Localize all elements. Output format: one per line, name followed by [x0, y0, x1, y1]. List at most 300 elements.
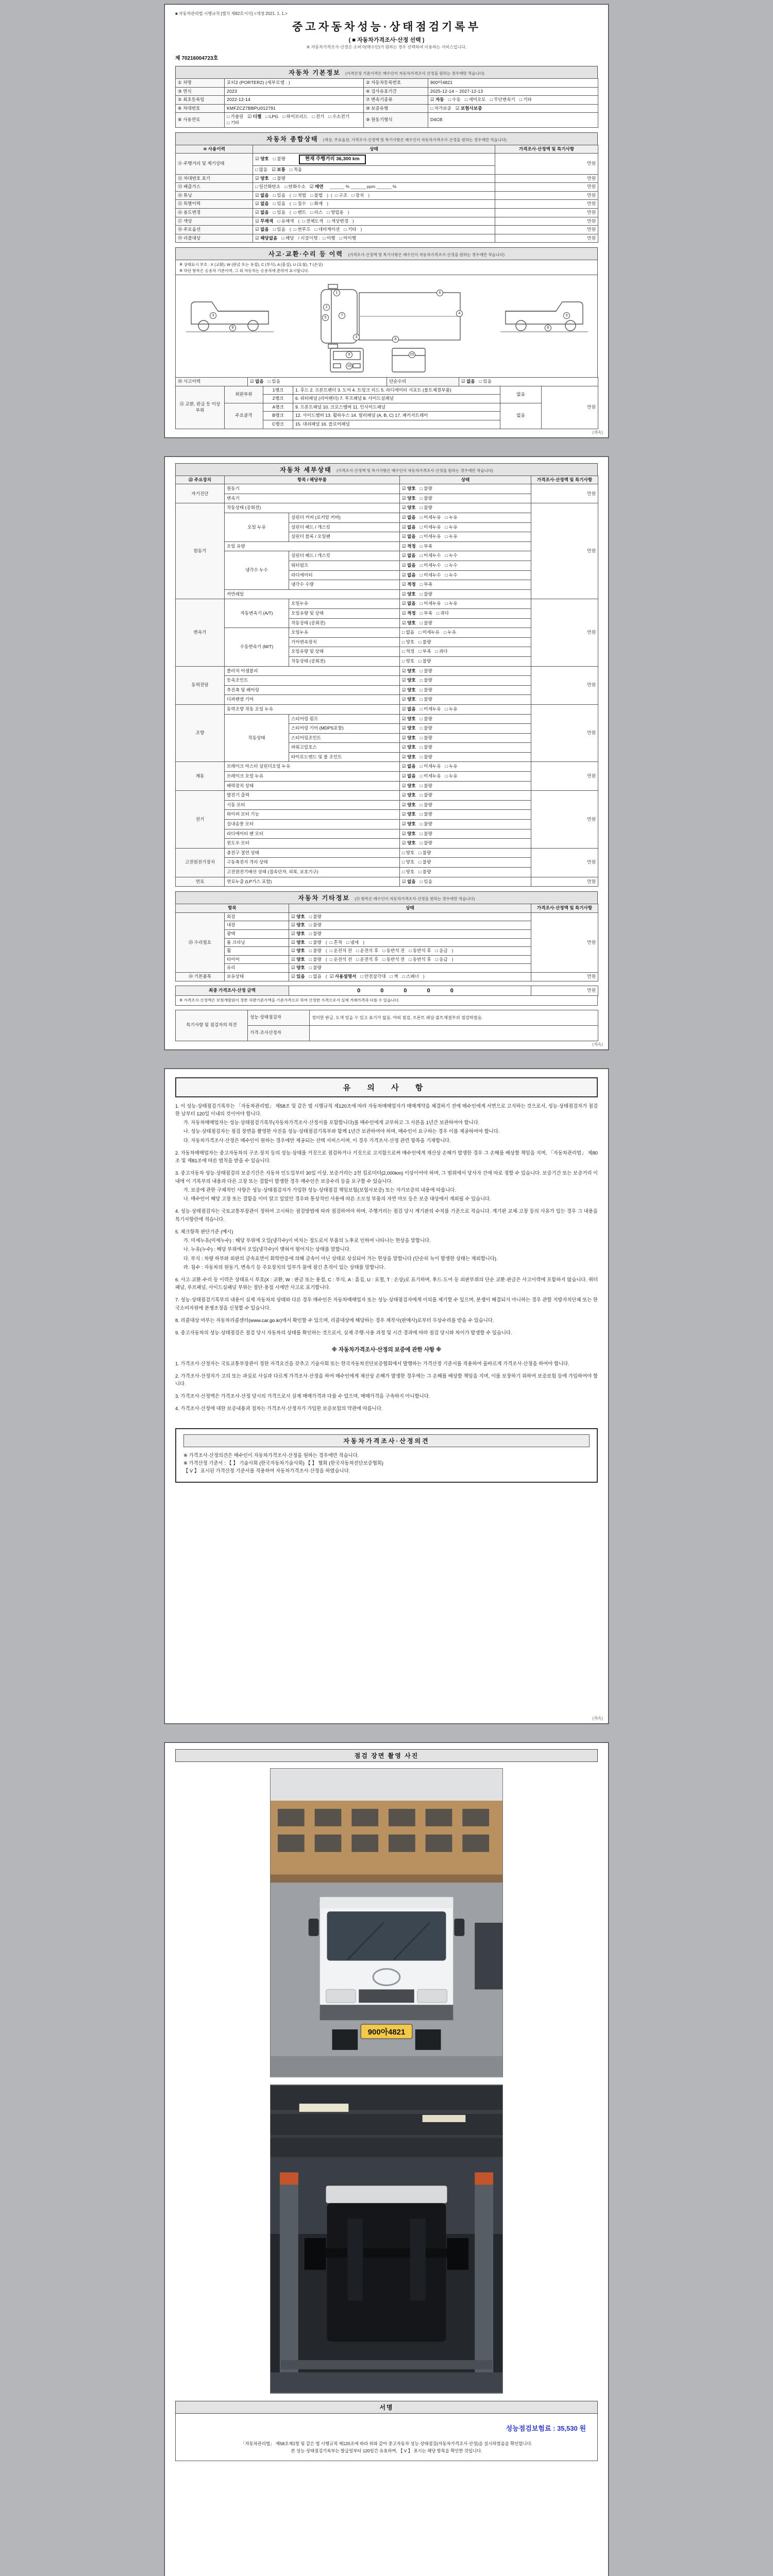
inline-label: )	[423, 973, 425, 979]
cell: 9. 프론트패널 10. 크로스멤버 11. 인사이드패널	[293, 403, 500, 412]
checkbox-unchecked[interactable]: □ 기타	[519, 97, 532, 103]
table-row	[176, 226, 598, 234]
checkbox-unchecked[interactable]: □ 불량	[419, 725, 432, 731]
checkbox-unchecked[interactable]: □ 불량	[419, 495, 432, 501]
page-3	[164, 1069, 609, 1724]
vehicle-outline-drawing	[176, 275, 598, 378]
checkbox-unchecked[interactable]: □ 불량	[419, 831, 432, 836]
checkbox-unchecked[interactable]: □ 전체도색	[302, 218, 324, 224]
cell: 스티어링조인트	[289, 733, 400, 743]
checkbox-unchecked[interactable]: □ 세미오토	[464, 97, 486, 103]
status-cell	[400, 877, 531, 887]
checkbox-unchecked[interactable]: □ 응급	[435, 956, 448, 962]
text-line: 【 V 】 표시된 가격산정 기준서를 적용하여 자동차가격조사·산정을 하였습니다.	[183, 1468, 350, 1474]
checkbox-unchecked[interactable]: □ 미세누수	[419, 572, 441, 578]
checkbox-unchecked[interactable]: □ 부족	[418, 649, 431, 654]
checkbox-checked[interactable]: ☑ 보통	[272, 166, 285, 172]
checkbox-checked[interactable]: ☑ 양호	[255, 156, 269, 162]
checkbox-unchecked[interactable]: □ 리스	[310, 209, 323, 215]
cell: 구동축전지 격리 상태	[225, 858, 400, 868]
checkbox-unchecked[interactable]: □ 불량	[309, 956, 322, 962]
status-cell	[400, 666, 531, 676]
checkbox-unchecked[interactable]: □ 불량	[419, 802, 432, 807]
checkbox-unchecked[interactable]: □ 동반석 전	[382, 948, 405, 954]
checkbox-checked[interactable]: ☑ 양호	[402, 486, 416, 492]
table-row	[176, 113, 598, 127]
checkbox-unchecked[interactable]: □ 미세누유	[419, 773, 441, 779]
checkbox-unchecked[interactable]: □ 스패너	[402, 973, 419, 979]
checkbox-unchecked[interactable]: □ 불량	[309, 948, 322, 954]
table-row	[176, 503, 598, 513]
checkbox-unchecked[interactable]: □ 불량	[418, 639, 431, 645]
checkbox-checked[interactable]: ☑ 양호	[402, 754, 416, 759]
checkbox-unchecked[interactable]: □ 안전삼각대	[360, 973, 386, 979]
checkbox-checked[interactable]: ☑ 없음	[402, 515, 416, 520]
checkbox-unchecked[interactable]: □ 잭	[390, 973, 398, 979]
status-cell	[253, 217, 495, 226]
checkbox-unchecked[interactable]: □ 과다	[436, 610, 449, 616]
page-1	[164, 4, 609, 438]
checkbox-unchecked[interactable]: □ 기타	[344, 227, 357, 232]
status-cell	[400, 494, 531, 503]
checkbox-checked[interactable]: ☑ 양호	[291, 939, 305, 945]
checkbox-unchecked[interactable]: □ 누유	[445, 706, 458, 711]
checkbox-checked[interactable]: ☑ 없음	[255, 209, 269, 215]
part-number-badge: 8	[545, 325, 551, 331]
cell: 실린더 커버 (로커암 커버)	[289, 513, 400, 523]
checkbox-unchecked[interactable]: □ 적음	[289, 166, 303, 172]
cell: 브레이크 마스터 실린더오일 누유	[225, 762, 400, 772]
checkbox-unchecked[interactable]: □ 불법	[310, 192, 323, 198]
checkbox-unchecked[interactable]: □ 누유	[445, 524, 458, 530]
status-cell	[400, 484, 531, 494]
checkbox-unchecked[interactable]: □ 불량	[419, 687, 432, 692]
status-cell	[400, 733, 531, 743]
cell: ⑰ 색상	[176, 217, 253, 226]
checkbox-checked[interactable]: ☑ 없음	[402, 553, 416, 558]
cell: 1. 후드 2. 프론트펜더 3. 도어 4. 트렁크 리드 5. 라디에이터 서포트 (볼트체결부품)	[293, 386, 500, 395]
status-cell	[400, 676, 531, 686]
checkbox-checked[interactable]: ☑ 양호	[402, 505, 416, 511]
checkbox-unchecked[interactable]: □ 있음	[273, 209, 285, 215]
checkbox-unchecked[interactable]: □ 미세누유	[419, 534, 441, 539]
checkbox-unchecked[interactable]: □ 색상변경	[327, 218, 348, 224]
checkbox-unchecked[interactable]: □ 이행	[323, 235, 335, 241]
cell: 클러치 어셈블리	[225, 666, 400, 676]
table-row	[176, 877, 598, 887]
checkbox-unchecked[interactable]: □ 누유	[445, 601, 458, 606]
checkbox-checked[interactable]: ☑ 자동	[430, 97, 444, 103]
checkbox-checked[interactable]: ☑ 없음	[402, 572, 416, 578]
checkbox-checked[interactable]: ☑ 없음	[250, 379, 264, 384]
table-row	[176, 96, 598, 105]
checkbox-unchecked[interactable]: □ 일산화탄소	[255, 184, 281, 190]
checkbox-unchecked[interactable]: □ 양호	[402, 869, 415, 874]
table-row	[176, 704, 598, 714]
section-overall-note: (색상, 주요옵션, 가격조사·산정액 및 특기사항은 매수인이 자동차가격조사·산정을 원하는 경우에만 적습니다)	[323, 137, 507, 142]
checkbox-unchecked[interactable]: □ 운전석 전	[329, 948, 352, 954]
checkbox-unchecked[interactable]: □ 불량	[273, 156, 285, 162]
cell: ⑦ 변속기종류	[364, 96, 428, 105]
checkbox-unchecked[interactable]: □ 불량	[309, 939, 322, 945]
text-line: 나. 누유(누수) : 해당 부위에서 오일(냉각수)이 맺혀서 떨어지는 상태를 말합니다.	[183, 1246, 351, 1252]
checkbox-checked[interactable]: ☑ 보험사보증	[455, 105, 482, 111]
checkbox-unchecked[interactable]: □ 양호	[402, 859, 415, 865]
cell: 만원	[531, 791, 598, 849]
checkbox-checked[interactable]: ☑ 없음	[402, 601, 416, 606]
checkbox-unchecked[interactable]: □ 누유	[445, 534, 458, 539]
status-cell	[400, 810, 531, 820]
cell: 고전원전기배선 상태 (접속단자, 피복, 보호기구)	[225, 868, 400, 877]
checkbox-unchecked[interactable]: □ LPG	[265, 114, 278, 120]
checkbox-unchecked[interactable]: □ 누수	[445, 553, 458, 558]
inspection-photos	[175, 1768, 598, 2394]
checkbox-checked[interactable]: ☑ 없음	[255, 201, 269, 207]
checkbox-unchecked[interactable]: □ 동반석 전	[382, 956, 405, 962]
subtitle-note: ※ 자동차가격조사·산정은 소비자(매수인)가 원하는 경우 선택하여 이용하는 서비스입니다.	[306, 45, 467, 49]
status-cell	[400, 618, 531, 628]
column-header: 상태	[400, 476, 531, 484]
checkbox-unchecked[interactable]: □ 과다	[435, 649, 448, 654]
cell: 동력조향 작동 오일 누유	[225, 704, 400, 714]
checkbox-checked[interactable]: ☑ 양호	[402, 725, 416, 731]
document-number: 제 70216004723호	[175, 56, 219, 61]
checkbox-unchecked[interactable]: □ 불량	[309, 965, 322, 971]
checkbox-unchecked[interactable]: □ 무단변속기	[490, 97, 515, 103]
status-cell	[289, 947, 531, 956]
checkbox-unchecked[interactable]: □ 누유	[445, 764, 458, 769]
checkbox-unchecked[interactable]: □ 불량	[418, 658, 431, 664]
checkbox-checked[interactable]: ☑ 양호	[402, 495, 416, 501]
checkbox-unchecked[interactable]: □ 썬루프	[293, 227, 311, 232]
checkbox-checked[interactable]: ☑ 양호	[291, 965, 305, 971]
inline-label: )	[327, 201, 329, 207]
checkbox-unchecked[interactable]: □ 누유	[445, 773, 458, 779]
checkbox-unchecked[interactable]: □ 미세누유	[419, 706, 441, 711]
checkbox-unchecked[interactable]: □ 자가보증	[430, 105, 451, 111]
checkbox-checked[interactable]: ☑ 없음	[402, 878, 416, 884]
checkbox-checked[interactable]: ☑ 해당없음	[255, 235, 278, 241]
status-cell	[400, 829, 531, 839]
text-line: ※ 가격산정 기준서 : 【 】 기술사회 (한국자동차기술사회) 【 】 협회 (한국자동차진단보증협회)	[183, 1460, 383, 1466]
checkbox-checked[interactable]: ☑ 양호	[402, 735, 416, 740]
checkbox-checked[interactable]: ☑ 양호	[402, 783, 416, 788]
checkbox-unchecked[interactable]: □ 유채색	[277, 218, 294, 224]
text-line: 4. 가격조사·산정에 대한 보증내용과 절차는 가격조사·산정자가 가입한 보증보험의 약관에 따릅니다.	[175, 1405, 383, 1412]
checkbox-checked[interactable]: ☑ 양호	[402, 831, 416, 836]
table-row	[176, 200, 598, 209]
checkbox-unchecked[interactable]: □ 불량	[418, 869, 431, 874]
checkbox-checked[interactable]: ☑ 없음	[402, 524, 416, 530]
table-row	[176, 145, 598, 154]
checkbox-checked[interactable]: ☑ 양호	[402, 792, 416, 798]
checkbox-unchecked[interactable]: □ 누수	[445, 572, 458, 578]
cell: 작동상태 (공회전)	[289, 656, 400, 666]
cell: 실린더 헤드 / 개스킷	[289, 551, 400, 561]
cell: 6. 쿼터패널 (리어펜더) 7. 루프패널 8. 사이드실패널	[293, 395, 500, 403]
checkbox-checked[interactable]: ☑ 없음	[255, 227, 269, 232]
checkbox-unchecked[interactable]: □ 부족	[419, 582, 432, 587]
checkbox-unchecked[interactable]: □ 불량	[273, 175, 285, 181]
table-row	[176, 791, 598, 801]
checkbox-checked[interactable]: ☑ 적정	[402, 610, 416, 616]
checkbox-checked[interactable]: ☑ 없음	[402, 764, 416, 769]
document-subtitle: ( ■ 자동차가격조사·산정 선택 )	[348, 37, 425, 43]
cell	[310, 1025, 598, 1041]
checkbox-unchecked[interactable]: □ 미세누유	[419, 524, 441, 530]
checkbox-checked[interactable]: ☑ 양호	[402, 811, 416, 817]
cell: 경미한 판금, 도색 있을 수 있고 표기가 없음. 야외 점검, 프론트 패널·볼트체결부위 점검하였음.	[310, 1010, 598, 1025]
cell: ② 자동차등록번호	[364, 79, 428, 88]
checkbox-unchecked[interactable]: □ 있음	[267, 379, 280, 384]
checkbox-unchecked[interactable]: □ 전기	[312, 114, 325, 120]
cell: 변속기	[176, 599, 225, 666]
checkbox-checked[interactable]: ☑ 디젤	[247, 114, 262, 120]
cell: D4CB	[428, 113, 598, 127]
checkbox-unchecked[interactable]: □ 부족	[419, 543, 432, 549]
checkbox-unchecked[interactable]: □ 장치	[351, 192, 364, 198]
checkbox-checked[interactable]: ☑ 적정	[402, 543, 416, 549]
basic-info-table	[175, 78, 598, 128]
inline-label: )	[327, 192, 329, 198]
checkbox-unchecked[interactable]: □ 해당	[281, 235, 294, 241]
checkbox-checked[interactable]: ☑ 양호	[402, 620, 416, 625]
checkbox-unchecked[interactable]: □ 탄화수소	[284, 184, 306, 190]
checkbox-unchecked[interactable]: □ 불량	[419, 620, 432, 625]
inline-label: )	[363, 939, 365, 945]
cell: 만원	[531, 666, 598, 704]
status-cell	[400, 848, 531, 858]
part-number-badge: 3	[353, 334, 360, 341]
checkbox-unchecked[interactable]: □ 네비게이션	[314, 227, 340, 232]
checkbox-unchecked[interactable]: □ 불량	[309, 922, 322, 928]
page-2	[164, 456, 609, 1050]
status-cell	[253, 191, 495, 200]
status-cell	[400, 561, 531, 571]
checkbox-unchecked[interactable]: □ 화재	[310, 201, 323, 207]
table-row	[176, 912, 598, 921]
checkbox-unchecked[interactable]: □ 불량	[418, 859, 431, 865]
cell: 원동기	[176, 503, 225, 599]
checkbox-unchecked[interactable]: □ 불량	[419, 783, 432, 788]
status-cell	[289, 938, 531, 947]
checkbox-unchecked[interactable]: □ 불량	[419, 821, 432, 827]
checkbox-unchecked[interactable]: □ 불량	[419, 677, 432, 683]
checkbox-unchecked[interactable]: □ 불량	[419, 591, 432, 597]
checkbox-unchecked[interactable]: □ 미세누유	[419, 601, 441, 606]
checkbox-unchecked[interactable]: □ 양호	[402, 850, 415, 855]
checkbox-checked[interactable]: ☑ 양호	[402, 840, 416, 846]
checkbox-unchecked[interactable]: □ 동반석 후	[409, 956, 431, 962]
checkbox-unchecked[interactable]: □ 미세누수	[419, 553, 441, 558]
cell: 휠	[225, 947, 289, 956]
table-row	[176, 904, 598, 913]
price-opinion-box	[175, 1428, 598, 1483]
cell: 커먼레일	[225, 589, 400, 599]
checkbox-checked[interactable]: ☑ 양호	[402, 716, 416, 721]
checkbox-unchecked[interactable]: □ 있음	[419, 878, 432, 884]
inline-label: (	[325, 939, 327, 945]
checkbox-unchecked[interactable]: □ 미세누수	[419, 563, 441, 568]
checkbox-unchecked[interactable]: □ 누유	[444, 630, 457, 635]
checkbox-unchecked[interactable]: □ 불량	[309, 930, 322, 936]
checkbox-unchecked[interactable]: □ 운전석 후	[356, 948, 379, 954]
text-line: 7. 성능·상태점검기록부의 내용이 실제 자동차의 상태와 다른 경우 매수인은 자동차매매업자 또는 성능·상태점검자에게 이의를 제기할 수 있으며, 분쟁이 해결되지 아니하는 경우 관할 지방자치단체 또는 한국소비자원에 분쟁조정을 신청할 수 있습니다.	[175, 1297, 598, 1311]
checkbox-checked[interactable]: ☑ 양호	[402, 668, 416, 673]
price-opinion-box-title: 자동차가격조사·산정의견	[183, 1434, 590, 1447]
checkbox-unchecked[interactable]: □ 응급	[435, 948, 448, 954]
checkbox-checked[interactable]: ☑ 양호	[402, 677, 416, 683]
checkbox-unchecked[interactable]: □ 불량	[419, 840, 432, 846]
checkbox-unchecked[interactable]: □ 양호	[402, 658, 415, 664]
text-line: 나. 매수인이 해당 고장 또는 결함을 이미 알고 있었던 경우와 통상적인 사용에 따른 소모성 부품의 자연 마모 등은 보증 대상에서 제외될 수 있습니다.	[183, 1196, 491, 1202]
cell: A랭크	[263, 403, 293, 412]
checkbox-unchecked[interactable]: □ 가솔린	[227, 114, 244, 120]
detailed-condition-table	[175, 476, 598, 887]
checkbox-unchecked[interactable]: □ 불량	[419, 792, 432, 798]
checkbox-checked[interactable]: ☑ 양호	[291, 913, 305, 919]
checkbox-checked[interactable]: ☑ 양호	[402, 687, 416, 692]
cell: 만원	[495, 174, 598, 183]
checkbox-unchecked[interactable]: □ 불량	[419, 744, 432, 750]
cell: 외판부위	[225, 386, 263, 403]
checkbox-unchecked[interactable]: □ 있음	[273, 201, 285, 207]
checkbox-unchecked[interactable]: □ 하이브리드	[282, 114, 308, 120]
checkbox-unchecked[interactable]: □ 미이행	[339, 235, 356, 241]
cell: 내장	[225, 921, 289, 930]
table-row	[176, 599, 598, 609]
checkbox-checked[interactable]: ☑ 사용설명서	[329, 973, 357, 979]
checkbox-unchecked[interactable]: □ 영업용	[327, 209, 344, 215]
checkbox-checked[interactable]: ☑ 적정	[402, 582, 416, 587]
checkbox-checked[interactable]: ☑ 양호	[402, 697, 416, 702]
checkbox-checked[interactable]: ☑ 양호	[402, 744, 416, 750]
checkbox-unchecked[interactable]: □ 불량	[419, 668, 432, 673]
cell: C랭크	[263, 420, 293, 429]
checkbox-unchecked[interactable]: □ 있음	[479, 379, 492, 384]
cell: ③ 연식	[176, 87, 225, 96]
checkbox-unchecked[interactable]: □ 운전석 전	[329, 956, 352, 962]
checkbox-unchecked[interactable]: □ 미세누유	[419, 515, 441, 520]
checkbox-checked[interactable]: ☑ 없음	[461, 379, 475, 384]
checkbox-unchecked[interactable]: □ 운전석 후	[356, 956, 379, 962]
checkbox-unchecked[interactable]: □ 침수	[293, 201, 306, 207]
checkbox-unchecked[interactable]: □ 불량	[309, 913, 322, 919]
checkbox-unchecked[interactable]: □ 불량	[419, 735, 432, 740]
checkbox-unchecked[interactable]: □ 불량	[419, 505, 432, 511]
page-continuation-note: (계속)	[592, 430, 603, 435]
checkbox-checked[interactable]: ☑ 양호	[255, 175, 269, 181]
checkbox-checked[interactable]: ☑ 없음	[255, 192, 269, 198]
part-number-badge: 4	[456, 310, 463, 317]
cell: 만원	[531, 762, 598, 791]
checkbox-unchecked[interactable]: □ 수소전기	[328, 114, 350, 120]
cell: 기어변속장치	[289, 637, 400, 647]
checkbox-unchecked[interactable]: □ 불량	[419, 486, 432, 492]
checkbox-checked[interactable]: ☑ 없음	[402, 563, 416, 568]
table-row	[176, 762, 598, 772]
text-line: 가. 보증에 관한 구체적인 사항은 성능·상태점검자가 가입한 성능·상태점검 책임보험(보험사보증) 또는 자가보증의 내용에 따릅니다.	[183, 1187, 456, 1193]
inline-label: )	[451, 956, 453, 962]
column-header: 가격조사·산정액 및 특기사항	[531, 476, 598, 484]
checkbox-unchecked[interactable]: □ 렌트	[293, 209, 306, 215]
checkbox-checked[interactable]: ☑ 양호	[291, 948, 305, 954]
cell: 수동변속기 (M/T)	[225, 628, 289, 666]
checkbox-checked[interactable]: ☑ 있음	[291, 973, 305, 979]
checkbox-unchecked[interactable]: □ 수동	[448, 97, 461, 103]
checkbox-unchecked[interactable]: □ 누유	[445, 515, 458, 520]
checkbox-checked[interactable]: ☑ 없음	[402, 534, 416, 539]
cell: 실내송풍 모터	[225, 820, 400, 829]
checkbox-unchecked[interactable]: □ 흔적	[329, 939, 342, 945]
checkbox-unchecked[interactable]: □ 불량	[419, 697, 432, 702]
checkbox-unchecked[interactable]: □ 없음	[309, 973, 322, 979]
text-line: 「자동차관리법」 제58조제1항 및 같은 법 시행규칙 제120조에 따라 위와 같이 중고자동차 성능·상태점검(자동차가격조사·산정)을 실시하였음을 확인합니다.	[241, 2441, 532, 2446]
checkbox-unchecked[interactable]: □ 미세누유	[419, 764, 441, 769]
cell: 만원	[542, 386, 598, 429]
checkbox-checked[interactable]: ☑ 양호	[402, 591, 416, 597]
checkbox-checked[interactable]: ☑ 없음	[402, 706, 416, 711]
cell: 만원	[531, 986, 598, 996]
checkbox-checked[interactable]: ☑ 양호	[291, 956, 305, 962]
status-cell	[400, 685, 531, 695]
checkbox-checked[interactable]: ☑ 매연	[309, 184, 324, 190]
checkbox-checked[interactable]: ☑ 무채색	[255, 218, 273, 224]
checkbox-unchecked[interactable]: □ 냄새	[346, 939, 359, 945]
checkbox-unchecked[interactable]: □ 불량	[419, 716, 432, 721]
checkbox-unchecked[interactable]: □ 불량	[418, 850, 431, 855]
section-sign-title: 서명	[379, 2403, 394, 2411]
text-line: 2. 가격조사·산정자가 고의 또는 과실로 사실과 다르게 가격조사·산정을 하여 매수인에게 재산상 손해가 발생한 경우에는 그 손해를 배상할 책임을 지며, 이를 보장하기 위하여 보증보험 등에 가입하여야 합니다.	[175, 1372, 598, 1387]
cell: 라디에이터	[289, 570, 400, 580]
checkbox-unchecked[interactable]: □ 많음	[255, 166, 268, 172]
cell: 배력장치 상태	[225, 781, 400, 791]
cell: 오일누유	[289, 599, 400, 609]
checkbox-unchecked[interactable]: □ 양호	[402, 639, 415, 645]
checkbox-unchecked[interactable]: □ 구조	[334, 192, 348, 198]
checkbox-unchecked[interactable]: □ 있음	[273, 192, 285, 198]
checkbox-unchecked[interactable]: □ 미세누유	[418, 630, 440, 635]
text-line: 3. 가격조사·산정액은 가격조사·산정 당시의 가격으로서 실제 매매가격과 다를 수 있으며, 매매가격을 구속하지 아니합니다.	[175, 1393, 430, 1399]
checkbox-unchecked[interactable]: □ 기타	[227, 120, 240, 125]
checkbox-unchecked[interactable]: □ 적정	[402, 649, 415, 654]
checkbox-unchecked[interactable]: □ 누수	[445, 563, 458, 568]
checkbox-checked[interactable]: ☑ 없음	[402, 773, 416, 779]
status-cell	[400, 647, 531, 657]
cell: 디퍼렌셜 기어	[225, 695, 400, 705]
checkbox-checked[interactable]: ☑ 양호	[402, 821, 416, 827]
inline-label: (	[331, 192, 332, 198]
column-header: ㉒ 주요장치	[176, 476, 225, 484]
status-cell	[225, 113, 364, 127]
checkbox-unchecked[interactable]: □ 없음	[402, 630, 415, 635]
checkbox-checked[interactable]: ☑ 양호	[291, 930, 305, 936]
signature-statements	[184, 2440, 589, 2455]
checkbox-unchecked[interactable]: □ 부족	[419, 610, 432, 616]
checkbox-unchecked[interactable]: □ 불량	[419, 754, 432, 759]
checkbox-unchecked[interactable]: □ 불량	[419, 811, 432, 817]
table-row	[176, 104, 598, 113]
checkbox-unchecked[interactable]: □ 적법	[293, 192, 306, 198]
checkbox-checked[interactable]: ☑ 양호	[402, 802, 416, 807]
checkbox-unchecked[interactable]: □ 있음	[273, 227, 285, 232]
checkbox-unchecked[interactable]: □ 동반석 후	[409, 948, 431, 954]
part-number-badge: 8	[392, 336, 399, 343]
cell: 제동	[176, 762, 225, 791]
cell: 전기	[176, 791, 225, 849]
cell: 만원	[531, 484, 598, 503]
checkbox-checked[interactable]: ☑ 양호	[291, 922, 305, 928]
